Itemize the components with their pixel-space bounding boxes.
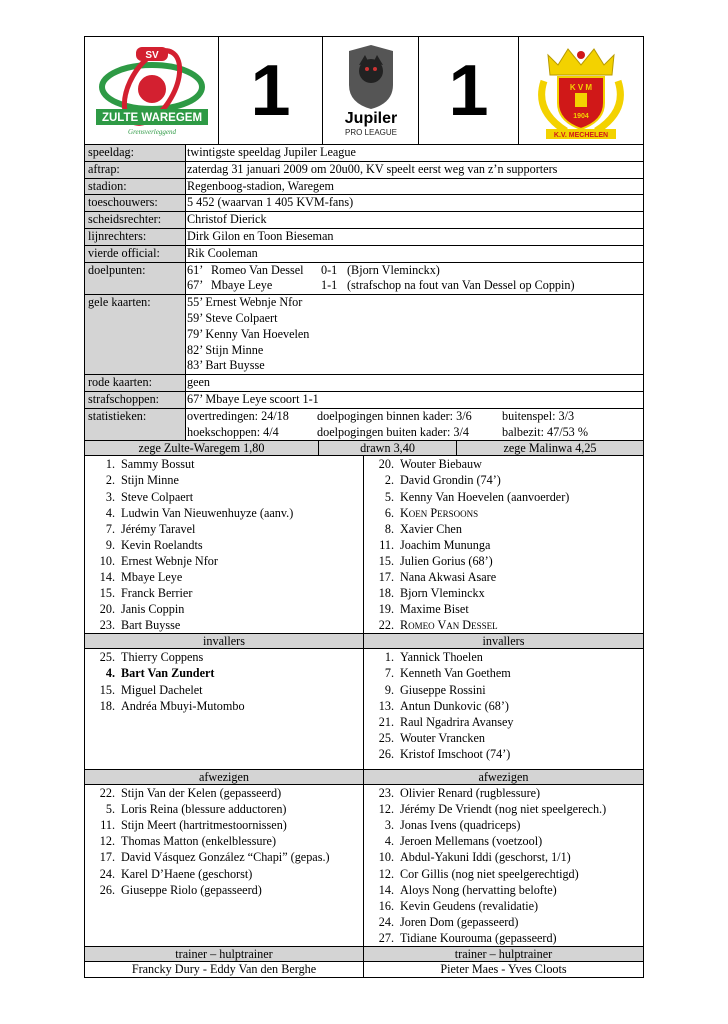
player-name: Abdul-Yakuni Iddi (geschorst, 1/1) xyxy=(400,850,571,865)
player-row xyxy=(85,849,363,865)
player-name: Andréa Mbuyi-Mutombo xyxy=(121,698,245,713)
home-absent xyxy=(85,785,364,946)
player-row xyxy=(85,553,363,569)
info-row xyxy=(85,162,643,179)
stat-possession: balbezit: 47/53 % xyxy=(502,424,588,439)
player-number: 20. xyxy=(99,602,115,617)
info-row xyxy=(85,246,643,263)
player-name: Bart Van Zundert xyxy=(121,666,215,681)
player-number: 26. xyxy=(99,882,115,897)
away-logo-letters: K V M xyxy=(569,82,593,92)
player-number: 17. xyxy=(99,850,115,865)
stat-shots-off: doelpogingen buiten kader: 3/4 xyxy=(317,424,469,439)
player-number: 7. xyxy=(384,666,394,681)
odds-home: zege Zulte-Waregem 1,80 xyxy=(85,441,319,455)
player-number: 4. xyxy=(384,834,394,849)
player-name: Mbaye Leye xyxy=(121,570,183,584)
home-score: 1 xyxy=(250,50,291,131)
player-name: David Grondin (74’) xyxy=(400,473,501,488)
yellow-card-item: 55’ Ernest Webnje Nfor xyxy=(187,295,303,310)
player-row xyxy=(364,505,643,521)
player-name: Kevin Geudens (revalidatie) xyxy=(400,898,539,913)
stat-offside: buitenspel: 3/3 xyxy=(502,408,575,423)
player-number: 14. xyxy=(99,570,115,584)
player-row xyxy=(85,785,363,801)
player-row xyxy=(85,601,363,617)
player-number: 21. xyxy=(378,714,394,729)
player-name: Wouter Biebauw xyxy=(400,457,482,472)
home-logo-tagline: Grensverleggend xyxy=(127,127,176,136)
player-name: Tidiane Kourouma (gepasseerd) xyxy=(400,930,557,945)
player-name: Kenny Van Hoevelen (aanvoerder) xyxy=(400,489,570,504)
player-number: 9. xyxy=(384,682,394,697)
away-absent xyxy=(364,785,643,946)
player-number: 26. xyxy=(378,746,394,761)
player-row xyxy=(85,489,363,505)
player-number: 11. xyxy=(100,818,115,833)
player-number: 2. xyxy=(384,473,394,488)
player-name: Bjorn Vleminckx xyxy=(400,586,485,601)
home-lineup xyxy=(85,456,364,633)
player-name: Romeo Van Dessel xyxy=(400,618,498,633)
player-number: 24. xyxy=(378,914,394,929)
player-row xyxy=(85,505,363,521)
score-header xyxy=(84,36,644,144)
player-name: Yannick Thoelen xyxy=(400,650,483,665)
goals-label: doelpunten: xyxy=(85,263,186,295)
odds-bar xyxy=(84,441,644,456)
substitutes xyxy=(84,649,644,770)
player-name: Thomas Matton (enkelblessure) xyxy=(121,834,277,849)
player-row xyxy=(85,521,363,537)
player-row xyxy=(364,914,643,930)
player-row xyxy=(85,537,363,553)
home-logo-top: SV xyxy=(144,49,159,61)
player-row xyxy=(364,472,643,488)
player-row xyxy=(364,746,643,762)
yellow-card-item: 59’ Steve Colpaert xyxy=(187,310,278,325)
player-name: Antun Dunkovic (68’) xyxy=(400,698,509,713)
info-label: lijnrechters: xyxy=(85,229,186,245)
info-value: Christof Dierick xyxy=(187,212,267,227)
away-logo-year: 1904 xyxy=(573,112,589,120)
player-name: Jonas Ivens (quadriceps) xyxy=(400,818,521,833)
absentees xyxy=(84,785,644,947)
player-row xyxy=(364,730,643,746)
player-name: Karel D’Haene (geschorst) xyxy=(121,866,253,881)
player-number: 5. xyxy=(384,489,394,504)
away-absent-label: afwezigen xyxy=(478,770,529,785)
player-number: 20. xyxy=(378,457,394,472)
player-row xyxy=(364,569,643,585)
player-row xyxy=(364,649,643,665)
odds-draw: drawn 3,40 xyxy=(319,441,457,455)
player-row xyxy=(85,472,363,488)
home-subs xyxy=(85,649,364,769)
player-number: 23. xyxy=(378,786,394,801)
goals-list xyxy=(186,263,643,295)
stats-values xyxy=(186,409,643,441)
goal-score: 0-1 xyxy=(321,262,338,277)
player-name: Kevin Roelandts xyxy=(121,537,203,552)
goal-note: (Bjorn Vleminckx) xyxy=(347,262,440,277)
goal-score: 1-1 xyxy=(321,278,338,293)
player-row xyxy=(85,649,363,665)
player-number: 12. xyxy=(99,834,115,849)
player-number: 27. xyxy=(378,930,394,945)
player-row xyxy=(364,665,643,681)
stats-line xyxy=(187,425,643,441)
player-name: Franck Berrier xyxy=(121,586,193,601)
player-number: 1. xyxy=(384,650,394,665)
player-row xyxy=(364,521,643,537)
goal-minute: 67’ xyxy=(187,278,204,293)
player-row xyxy=(85,698,363,714)
lineups xyxy=(84,456,644,634)
player-name: Aloys Nong (hervatting belofte) xyxy=(400,882,557,897)
player-name: Cor Gillis (nog niet speelgerechtigd) xyxy=(400,866,579,881)
goal-player: Romeo Van Dessel xyxy=(211,262,304,277)
player-row xyxy=(85,665,363,681)
player-row xyxy=(364,601,643,617)
player-number: 8. xyxy=(384,521,394,536)
player-number: 10. xyxy=(378,850,394,865)
player-number: 23. xyxy=(99,618,115,633)
player-number: 4. xyxy=(105,666,115,681)
player-number: 15. xyxy=(99,682,115,697)
away-lineup xyxy=(364,456,643,633)
player-name: Jeroen Mellemans (voetzool) xyxy=(400,834,543,849)
player-number: 4. xyxy=(105,505,115,520)
player-row xyxy=(364,682,643,698)
zulte-waregem-logo-icon xyxy=(92,43,212,139)
player-name: Nana Akwasi Asare xyxy=(400,570,497,584)
home-logo-name: ZULTE WAREGEM xyxy=(101,111,202,124)
yellow-cards-row xyxy=(85,295,643,375)
match-report-sheet xyxy=(84,36,644,978)
info-label: vierde official: xyxy=(85,246,186,262)
stat-fouls: overtredingen: 24/18 xyxy=(187,408,289,423)
goal-minute: 61’ xyxy=(187,262,204,277)
stats-line xyxy=(187,409,643,425)
player-row xyxy=(364,698,643,714)
stat-shots-on: doelpogingen binnen kader: 3/6 xyxy=(317,408,472,423)
red-cards-label: rode kaarten: xyxy=(85,375,186,391)
player-name: Sammy Bossut xyxy=(121,457,195,472)
player-number: 18. xyxy=(378,586,394,601)
player-number: 7. xyxy=(105,521,115,536)
player-name: Stijn Minne xyxy=(121,473,179,488)
player-row xyxy=(85,456,363,472)
player-name: Ernest Webnje Nfor xyxy=(121,553,218,568)
player-name: Thierry Coppens xyxy=(121,650,204,665)
player-name: Xavier Chen xyxy=(400,521,462,536)
red-cards-value: geen xyxy=(187,375,211,390)
info-label: stadion: xyxy=(85,179,186,195)
info-value: Dirk Gilon en Toon Bieseman xyxy=(187,228,334,243)
league-logo xyxy=(323,37,419,144)
kv-mechelen-logo-icon xyxy=(526,41,636,141)
player-name: Miguel Dachelet xyxy=(121,682,203,697)
player-number: 22. xyxy=(99,786,115,801)
player-row xyxy=(364,801,643,817)
player-row xyxy=(364,714,643,730)
stat-corners: hoekschoppen: 4/4 xyxy=(187,424,279,439)
player-number: 5. xyxy=(105,802,115,817)
player-name: Ludwin Van Nieuwenhuyze (aanv.) xyxy=(121,505,294,520)
player-number: 12. xyxy=(378,866,394,881)
player-name: Koen Persoons xyxy=(400,505,479,520)
player-number: 6. xyxy=(384,505,394,520)
player-number: 12. xyxy=(378,802,394,817)
match-info xyxy=(84,144,644,441)
info-row xyxy=(85,229,643,246)
player-row xyxy=(364,866,643,882)
player-number: 24. xyxy=(99,866,115,881)
player-number: 14. xyxy=(378,882,394,897)
home-logo xyxy=(85,37,219,144)
player-row xyxy=(364,898,643,914)
away-logo xyxy=(519,37,643,144)
player-number: 17. xyxy=(378,570,394,584)
home-score-cell xyxy=(219,37,323,144)
player-row xyxy=(364,585,643,601)
info-value: 5 452 (waarvan 1 405 KVM-fans) xyxy=(187,195,354,210)
player-row xyxy=(85,817,363,833)
player-number: 18. xyxy=(99,698,115,713)
away-score-cell xyxy=(419,37,519,144)
odds-away: zege Malinwa 4,25 xyxy=(503,441,597,456)
yellow-card-item: 82’ Stijn Minne xyxy=(187,342,264,357)
info-row xyxy=(85,212,643,229)
home-absent-label: afwezigen xyxy=(85,770,364,784)
goal-item xyxy=(187,263,643,279)
player-name: Julien Gorius (68’) xyxy=(400,553,493,568)
penalties-value: 67’ Mbaye Leye scoort 1-1 xyxy=(187,391,319,406)
player-name: Stijn Van der Kelen (gepasseerd) xyxy=(121,786,282,801)
player-name: Stijn Meert (hartritmestoornissen) xyxy=(121,818,287,833)
player-number: 15. xyxy=(99,586,115,601)
home-subs-label: invallers xyxy=(85,634,364,648)
player-row xyxy=(364,849,643,865)
player-name: Joren Dom (gepasseerd) xyxy=(400,914,519,929)
player-number: 11. xyxy=(379,537,394,552)
stats-label: statistieken: xyxy=(85,409,186,441)
info-value: zaterdag 31 januari 2009 om 20u00, KV speelt eerst weg van z’n supporters xyxy=(187,161,558,176)
info-value: twintigste speeldag Jupiler League xyxy=(187,145,356,159)
player-row xyxy=(364,553,643,569)
player-row xyxy=(364,817,643,833)
player-name: Giuseppe Rossini xyxy=(400,682,486,697)
player-number: 13. xyxy=(378,698,394,713)
player-row xyxy=(85,801,363,817)
player-name: Joachim Mununga xyxy=(400,537,491,552)
player-row xyxy=(364,785,643,801)
player-name: Kristof Imschoot (74’) xyxy=(400,746,511,761)
player-row xyxy=(364,882,643,898)
player-row xyxy=(364,456,643,472)
player-number: 2. xyxy=(105,473,115,488)
player-number: 25. xyxy=(378,730,394,745)
away-subs-label: invallers xyxy=(482,634,525,649)
player-number: 1. xyxy=(105,457,115,472)
yellow-card-item: 79’ Kenny Van Hoevelen xyxy=(187,326,310,341)
league-brand: Jupiler xyxy=(344,109,397,127)
player-name: Giuseppe Riolo (gepasseerd) xyxy=(121,882,262,897)
home-coach: Francky Dury - Eddy Van den Berghe xyxy=(85,962,364,977)
player-number: 10. xyxy=(99,553,115,568)
player-row xyxy=(85,682,363,698)
goal-note: (strafschop na fout van Van Dessel op Coppin) xyxy=(347,278,575,293)
goals-row xyxy=(85,263,643,296)
player-name: Jérémy De Vriendt (nog niet speelgerech.) xyxy=(400,802,607,817)
away-score: 1 xyxy=(448,50,489,131)
info-label: toeschouwers: xyxy=(85,195,186,211)
yellow-cards-list xyxy=(186,295,643,374)
player-name: Maxime Biset xyxy=(400,602,469,617)
jupiler-pro-league-logo-icon xyxy=(329,43,413,139)
home-coach-label: trainer – hulptrainer xyxy=(85,947,364,961)
goal-item xyxy=(187,278,643,294)
player-row xyxy=(85,617,363,633)
info-value: Rik Cooleman xyxy=(187,245,258,260)
info-row xyxy=(85,195,643,212)
red-cards-row xyxy=(85,375,643,392)
goal-player: Mbaye Leye xyxy=(211,278,273,293)
penalties-row xyxy=(85,392,643,409)
player-name: Raul Ngadrira Avansey xyxy=(400,714,514,729)
player-row xyxy=(85,866,363,882)
player-number: 16. xyxy=(378,898,394,913)
player-number: 3. xyxy=(384,818,394,833)
info-value: Regenboog-stadion, Waregem xyxy=(187,178,335,193)
info-label: aftrap: xyxy=(85,162,186,178)
away-subs xyxy=(364,649,643,769)
player-row xyxy=(85,882,363,898)
away-logo-name: K.V. MECHELEN xyxy=(553,131,609,139)
player-number: 9. xyxy=(105,537,115,552)
yellow-card-item: 83’ Bart Buysse xyxy=(187,358,265,373)
player-row xyxy=(364,617,643,633)
player-name: Kenneth Van Goethem xyxy=(400,666,511,681)
penalties-label: strafschoppen: xyxy=(85,392,186,408)
player-name: Steve Colpaert xyxy=(121,489,194,504)
away-coach: Pieter Maes - Yves Cloots xyxy=(440,961,567,976)
player-name: Loris Reina (blessure adductoren) xyxy=(121,802,287,817)
player-number: 15. xyxy=(378,553,394,568)
player-row xyxy=(85,585,363,601)
info-label: scheidsrechter: xyxy=(85,212,186,228)
player-name: Bart Buysse xyxy=(121,618,181,633)
yellow-cards-label: gele kaarten: xyxy=(85,295,186,374)
info-row xyxy=(85,179,643,196)
player-row xyxy=(364,833,643,849)
info-label: speeldag: xyxy=(85,145,186,161)
player-name: Olivier Renard (rugblessure) xyxy=(400,786,541,801)
subs-header xyxy=(84,634,644,649)
player-row xyxy=(85,833,363,849)
league-sub: PRO LEAGUE xyxy=(344,127,397,137)
player-number: 19. xyxy=(378,602,394,617)
player-number: 22. xyxy=(378,618,394,633)
player-name: Jérémy Taravel xyxy=(121,521,196,536)
stats-row xyxy=(85,409,643,441)
player-row xyxy=(364,930,643,946)
player-name: Janis Coppin xyxy=(121,602,185,617)
player-row xyxy=(364,489,643,505)
info-row xyxy=(85,145,643,162)
player-number: 3. xyxy=(105,489,115,504)
player-number: 25. xyxy=(99,650,115,665)
player-name: Wouter Vrancken xyxy=(400,730,486,745)
away-coach-label: trainer – hulptrainer xyxy=(454,946,553,961)
player-row xyxy=(364,537,643,553)
coaches xyxy=(84,962,644,978)
absent-header xyxy=(84,770,644,785)
coach-header xyxy=(84,947,644,962)
player-row xyxy=(85,569,363,585)
player-name: David Vásquez González “Chapi” (gepas.) xyxy=(121,850,330,865)
